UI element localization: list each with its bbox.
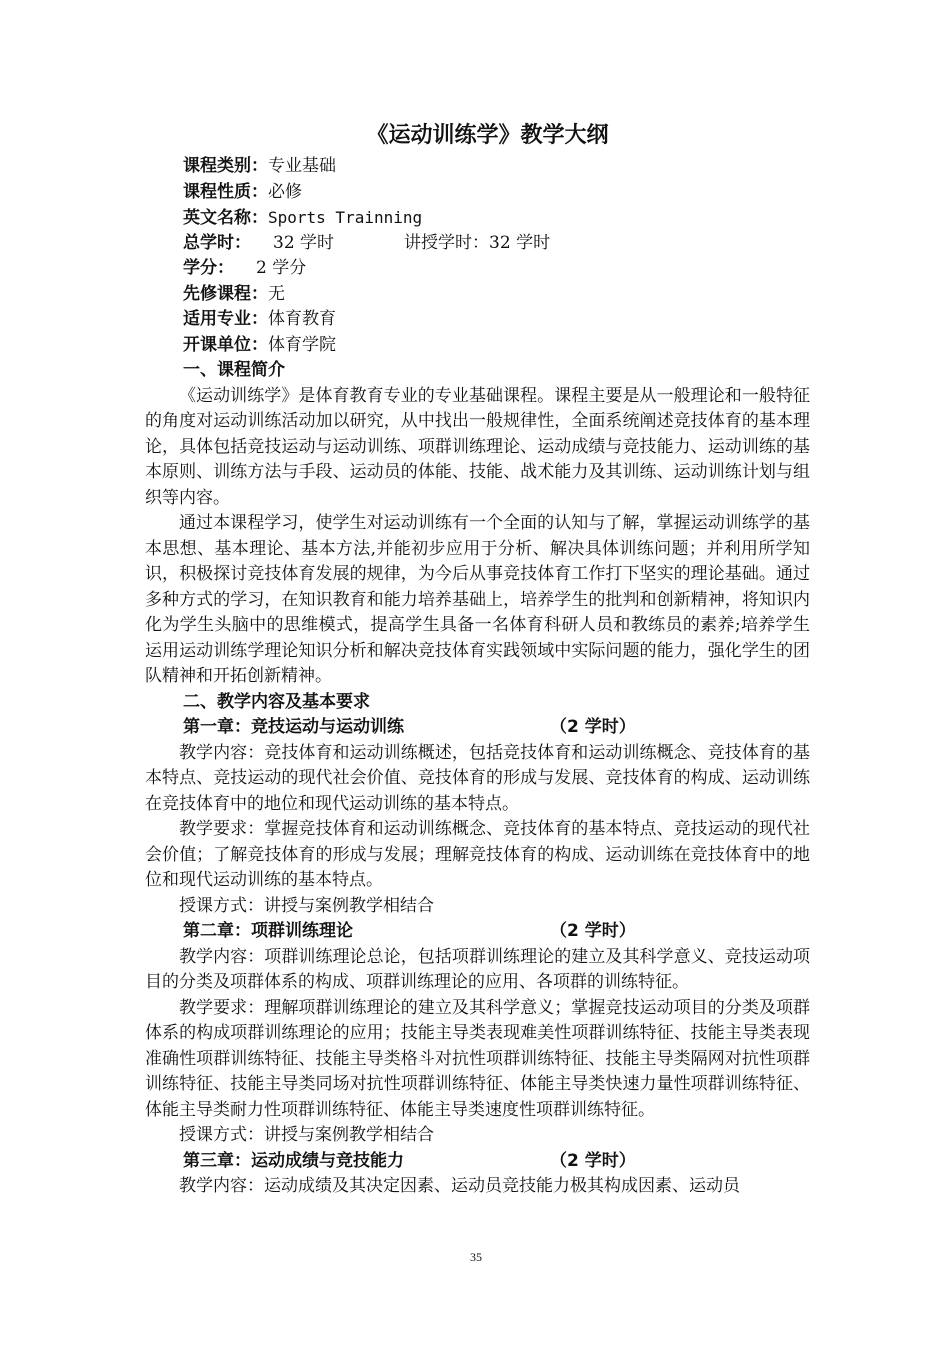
major-label: 适用专业： bbox=[183, 309, 268, 329]
chapter-1-content: 教学内容：竞技体育和运动训练概述，包括竞技体育和运动训练概念、竞技体育的基本特点、竞技运动的现代社会价值、竞技体育的形成与发展、竞技体育的构成、运动训练在竞技体育中的地位和现代运动训练的基本特点。 bbox=[145, 742, 810, 814]
document-page bbox=[145, 118, 810, 1200]
intro-paragraph-2: 通过本课程学习，使学生对运动训练有一个全面的认知与了解，掌握运动训练学的基本思想、基本理论、基本方法,并能初步应用于分析、解决具体训练问题；并利用所学知识，积极探讨竞技体育发展的规律，为今后从事竞技体育工作打下坚实的理论基础。通过多种方式的学习，在知识教育和能力培养基础上，培养学生的批判和创新精神，将知识内化为学生头脑中的思维模式，提高学生具备一名体育科研人员和教练员的素养;培养学生运用运动训练学理论知识分析和解决竞技体育实践领域中实际问题的能力，强化学生的团队精神和开拓创新精神。 bbox=[145, 513, 810, 686]
chapter-3-title: 第三章：运动成绩与竞技能力 bbox=[183, 1150, 404, 1171]
unit-value: 体育学院 bbox=[268, 334, 336, 355]
unit-row bbox=[183, 333, 810, 359]
english-name-label: 英文名称： bbox=[183, 208, 268, 228]
course-nature-label: 课程性质： bbox=[183, 181, 268, 202]
chapter-1-heading bbox=[145, 715, 810, 741]
chapter-1-hours: （2 学时） bbox=[550, 717, 636, 737]
course-category-label: 课程类别： bbox=[183, 156, 268, 176]
chapter-2-requirement: 教学要求：理解项群训练理论的建立及其科学意义；掌握竞技运动项目的分类及项群体系的构成项群训练理论的应用；技能主导类表现难美性项群训练特征、技能主导类表现准确性项群训练特征、技能主导类格斗对抗性项群训练特征、技能主导类隔网对抗性项群训练特征、技能主导类同场对抗性项群训练特征、体能主导类快速力量性项群训练特征、体能主导类耐力性项群训练特征、体能主导类速度性项群训练特征。 bbox=[145, 997, 810, 1120]
prerequisite-row bbox=[183, 282, 810, 308]
chapter-3-content: 教学内容：运动成绩及其决定因素、运动员竞技能力极其构成因素、运动员 bbox=[179, 1176, 740, 1196]
major-row bbox=[183, 307, 810, 333]
page-number: 35 bbox=[470, 1250, 482, 1264]
prerequisite-label: 先修课程： bbox=[183, 283, 268, 304]
total-hours-value: 32 学时 bbox=[273, 232, 335, 253]
chapter-2-title: 第二章：项群训练理论 bbox=[183, 921, 353, 941]
chapter-2-hours: （2 学时） bbox=[550, 921, 636, 941]
lecture-hours: 讲授学时：32 学时 bbox=[404, 232, 551, 253]
english-name-row bbox=[183, 205, 810, 231]
section-heading-content: 二、教学内容及基本要求 bbox=[183, 691, 370, 712]
course-nature-value: 必修 bbox=[268, 181, 302, 202]
major-value: 体育教育 bbox=[268, 309, 336, 329]
chapter-2-content: 教学内容：项群训练理论总论，包括项群训练理论的建立及其科学意义、竞技运动项目的分类及项群体系的构成、项群训练理论的应用、各项群的训练特征。 bbox=[145, 946, 810, 992]
course-category-value: 专业基础 bbox=[268, 156, 336, 176]
chapter-3-hours: （2 学时） bbox=[550, 1150, 636, 1171]
course-nature-row bbox=[183, 180, 810, 206]
total-hours-label: 总学时： bbox=[183, 232, 251, 253]
credit-row bbox=[183, 256, 810, 282]
credit-label: 学分： bbox=[183, 258, 234, 278]
unit-label: 开课单位： bbox=[183, 334, 268, 355]
chapter-1-method: 授课方式：讲授与案例教学相结合 bbox=[179, 895, 434, 916]
prerequisite-value: 无 bbox=[268, 283, 285, 304]
section-heading-intro: 一、课程简介 bbox=[183, 360, 285, 380]
document-title: 《运动训练学》教学大纲 bbox=[366, 123, 609, 148]
credit-value: 2 学分 bbox=[256, 258, 307, 278]
chapter-2-method: 授课方式：讲授与案例教学相结合 bbox=[179, 1125, 434, 1145]
course-info bbox=[145, 154, 810, 358]
total-hours-row bbox=[183, 231, 810, 257]
chapter-3-heading bbox=[145, 1149, 810, 1175]
course-category-row bbox=[183, 154, 810, 180]
intro-paragraph-1: 《运动训练学》是体育教育专业的专业基础课程。课程主要是从一般理论和一般特征的角度对运动训练活动加以研究，从中找出一般规律性，全面系统阐述竞技体育的基本理论，具体包括竞技运动与运动训练、项群训练理论、运动成绩与竞技能力、运动训练的基本原则、训练方法与手段、运动员的体能、技能、战术能力及其训练、运动训练计划与组织等内容。 bbox=[145, 385, 810, 508]
chapter-2-heading bbox=[145, 919, 810, 945]
chapter-1-requirement: 教学要求：掌握竞技体育和运动训练概念、竞技体育的基本特点、竞技运动的现代社会价值；了解竞技体育的形成与发展；理解竞技体育的构成、运动训练在竞技体育中的地位和现代运动训练的基本特点。 bbox=[145, 819, 810, 890]
chapter-1-title: 第一章：竞技运动与运动训练 bbox=[183, 717, 404, 737]
english-name-value: Sports Trainning bbox=[268, 208, 423, 227]
